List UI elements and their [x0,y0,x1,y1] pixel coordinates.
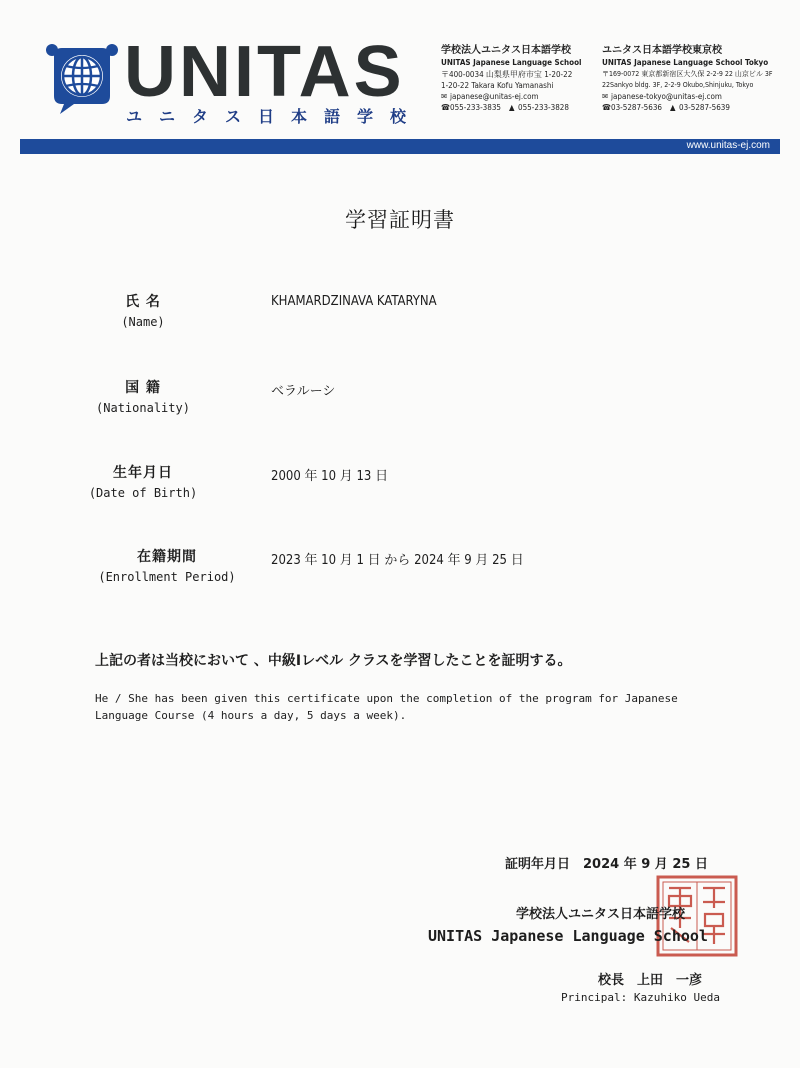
kofu-address-en: 1-20-22 Takara Kofu Yamanashi [441,81,554,90]
statement-en: He / She has been given this certificate upon the completion of the program for Japanese Language Course (4 hours a day, 5 days a week). [95,692,678,722]
globe-logo-icon [44,42,120,118]
dob-label [63,462,223,500]
dob-label-jp: 生年月日 [113,465,173,481]
kofu-tel: 055-233-3835 [450,103,501,112]
document-title: 学習証明書 [345,208,455,232]
header-band [20,139,780,154]
tokyo-address-jp: 〒169-0072 東京都新宿区大久保 2-2-9 22 山京ビル 3F [602,70,773,78]
enrollment-label [87,546,247,584]
phone-icon: ☎ [441,103,450,112]
name-label-en: (Name) [121,315,165,329]
mail-icon: ✉ [602,92,609,101]
tokyo-name-en: UNITAS Japanese Language School Tokyo [602,58,769,67]
mail-icon: ✉ [441,92,448,101]
tokyo-email: japanese-tokyo@unitas-ej.com [611,92,722,101]
name-label [63,291,223,329]
logo-wordmark: UNITAS [124,32,405,112]
kofu-address-block [441,44,581,113]
nationality-label [63,377,223,415]
tokyo-fax: 03-5287-5639 [678,103,730,112]
principal-en: Principal: Kazuhiko Ueda [561,991,720,1004]
kofu-name-en: UNITAS Japanese Language School [441,58,582,67]
dob-label-en: (Date of Birth) [88,486,198,500]
kofu-name-jp: 学校法人ユニタス日本語学校 [441,45,571,56]
dob-value: 2000 年 10 月 13 日 [271,469,389,484]
name-value: KHAMARDZINAVA KATARYNA [271,294,437,309]
kofu-email: japanese@unitas-ej.com [450,92,539,101]
website-url: www.unitas-ej.com [686,140,770,151]
enrollment-label-en: (Enrollment Period) [98,570,236,584]
enrollment-value: 2023 年 10 月 1 日 から 2024 年 9 月 25 日 [271,553,524,568]
logo-subtitle: ユニタス日本語学校 [126,107,424,126]
phone-icon: ☎ [602,103,611,112]
statement-jp: 上記の者は当校において 、中級Ⅰレベル クラスを学習したことを証明する。 [95,653,572,669]
tokyo-address-block [602,44,773,113]
school-name-jp: 学校法人ユニタス日本語学校 [516,907,686,922]
tokyo-name-jp: ユニタス日本語学校東京校 [602,45,722,56]
nationality-value: ベラルーシ [271,384,336,399]
kofu-fax: 055-233-3828 [517,103,569,112]
fax-icon: ▲ [508,103,515,112]
nationality-label-jp: 国 籍 [125,380,161,396]
tokyo-address-en: 22Sankyo bldg. 3F, 2-2-9 Okubo,Shinjuku, Tokyo [602,81,754,89]
fax-icon: ▲ [669,103,676,112]
enrollment-label-jp: 在籍期間 [137,549,197,565]
school-name-en: UNITAS Japanese Language School [428,927,708,945]
kofu-address-jp: 〒400-0034 山梨県甲府市宝 1-20-22 [441,70,573,79]
name-label-jp: 氏 名 [125,294,161,310]
nationality-label-en: (Nationality) [96,401,190,415]
principal-jp: 校長 上田 一彦 [598,973,703,988]
issue-date: 証明年月日 2024 年 9 月 25 日 [505,857,708,872]
tokyo-tel: 03-5287-5636 [611,103,662,112]
